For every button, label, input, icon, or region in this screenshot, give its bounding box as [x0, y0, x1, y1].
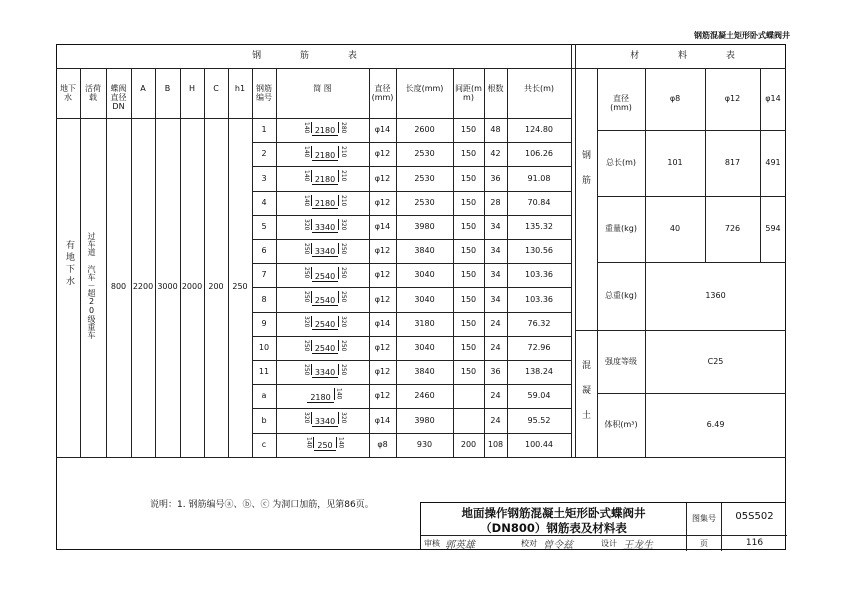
grid-line [597, 130, 786, 131]
bar-spacing: 150 [460, 294, 477, 304]
atlas-number: 05S502 [735, 511, 774, 522]
bar-length: 2460 [414, 391, 435, 401]
sketch-left-hook: 140 [302, 170, 310, 182]
grid-line [252, 408, 571, 409]
bar-diameter: φ8 [377, 439, 388, 449]
total-weight-label: 总重(kg) [605, 291, 637, 300]
grid-line [106, 68, 107, 457]
sketch-main-length: 2540 [312, 320, 338, 330]
bar-spacing: 150 [460, 173, 477, 183]
header-count: 根数 [487, 84, 504, 93]
sketch-left-hook: 320 [302, 412, 310, 424]
sketch-right-hook: 250 [340, 243, 348, 255]
title-line-2: （DN800）钢筋表及材料表 [480, 521, 627, 535]
grid-line [252, 384, 571, 385]
merged-a: 2200 [132, 282, 154, 292]
grid-line [597, 196, 786, 197]
bar-length: 3040 [414, 270, 435, 280]
grid-line [252, 118, 571, 119]
bar-length: 3980 [414, 415, 435, 425]
bar-total-length: 135.32 [525, 221, 553, 231]
bar-spacing: 150 [460, 125, 477, 135]
total-weight-value: 1360 [705, 291, 726, 300]
bar-number: a [261, 391, 267, 401]
sketch-left-hook: 140 [305, 436, 313, 449]
bar-spacing: 150 [460, 270, 477, 280]
sketch-right-hook: 250 [340, 339, 348, 352]
title-block [420, 502, 786, 550]
bar-number: 9 [261, 318, 267, 328]
bar-total-length: 138.24 [525, 367, 553, 377]
bar-diameter: φ12 [374, 270, 391, 280]
bar-total-length: 103.36 [525, 294, 553, 304]
grid-line [252, 239, 571, 240]
reviewer-signature: 郭英雄 [445, 540, 475, 551]
sketch-left-hook: 250 [302, 267, 310, 279]
diameter-label: 直径(mm) [610, 94, 632, 113]
sketch-left-hook: 140 [302, 194, 310, 207]
bar-length: 3180 [414, 318, 435, 328]
header-length: 长度(mm) [405, 84, 444, 93]
sketch-right-hook: 320 [340, 412, 348, 424]
grid-line [575, 44, 576, 457]
weight-value: 726 [724, 224, 741, 233]
header-c: C [213, 84, 219, 93]
grid-line [180, 68, 181, 457]
rebar-sketch [290, 316, 360, 330]
bar-total-length: 124.80 [525, 125, 553, 135]
grid-line [252, 336, 571, 337]
header-diameter: 直径(mm) [371, 84, 394, 103]
rebar-sketch [290, 340, 360, 354]
grid-line [597, 262, 786, 263]
bar-count: 28 [490, 197, 501, 207]
sketch-main-length: 2180 [312, 175, 338, 185]
bar-diameter: φ12 [374, 367, 391, 377]
page-label: 页 [700, 539, 708, 548]
bar-diameter: φ12 [374, 246, 391, 256]
bar-length: 930 [416, 439, 433, 449]
header-live-load: 活荷载 [85, 84, 101, 103]
diameter-value: φ12 [724, 94, 741, 103]
bar-spacing: 150 [460, 149, 477, 159]
header-groundwater: 地下水 [60, 84, 76, 103]
bar-count: 24 [490, 318, 501, 328]
sketch-right-hook: 210 [340, 194, 348, 207]
sketch-right-hook: 250 [340, 291, 348, 303]
rebar-sketch [290, 219, 360, 233]
sketch-right-hook: 280 [340, 122, 348, 134]
strength-label: 强度等级 [605, 356, 637, 366]
header-h1: h1 [234, 84, 246, 93]
bar-length: 2530 [414, 173, 435, 183]
header-spacing: 间距(mm) [455, 84, 482, 103]
bar-length: 2530 [414, 197, 435, 207]
sketch-left-hook: 140 [302, 146, 310, 158]
bar-count: 24 [490, 415, 501, 425]
note-text: 说明：1. 钢筋编号ⓐ、ⓑ、ⓒ 为洞口加筋，见第86页。 [150, 500, 374, 510]
bar-count: 36 [490, 173, 501, 183]
total-length-label: 总长(m) [605, 158, 637, 167]
bar-diameter: φ14 [374, 221, 391, 231]
bar-total-length: 130.56 [525, 246, 553, 256]
grid-line [252, 142, 571, 143]
bar-number: 5 [261, 221, 267, 231]
sketch-left-hook: 140 [302, 122, 310, 134]
bar-spacing: 150 [460, 342, 477, 352]
diameter-value: φ8 [669, 94, 681, 103]
sketch-main-length: 2540 [312, 272, 338, 282]
groundwater-value: 有地下水 [64, 240, 74, 288]
review-label: 审核 [424, 539, 440, 548]
bar-diameter: φ14 [374, 318, 391, 328]
bar-count: 34 [490, 270, 501, 280]
title-line-1: 地面操作钢筋混凝土矩形卧式蝶阀井 [461, 506, 646, 520]
grid-line [597, 330, 786, 331]
grid-line [571, 44, 572, 457]
bar-spacing: 200 [460, 439, 477, 449]
merged-h1: 250 [232, 282, 248, 292]
sketch-left-hook: 250 [302, 291, 310, 303]
sketch-main-length: 2180 [312, 126, 338, 136]
sketch-main-length: 3340 [312, 368, 338, 378]
merged-c: 200 [208, 282, 224, 292]
bar-spacing: 150 [460, 367, 477, 377]
grid-line [56, 68, 786, 69]
bar-number: 8 [261, 294, 267, 304]
merged-h: 2000 [181, 282, 203, 292]
merged-b: 3000 [157, 282, 178, 292]
rebar-sketch [290, 388, 360, 402]
bar-count: 24 [490, 342, 501, 352]
rebar-sketch [290, 412, 360, 426]
total-length-value: 101 [667, 158, 683, 167]
rebar-sketch [290, 267, 360, 281]
bar-diameter: φ14 [374, 415, 391, 425]
concrete-label: 混 凝 土 [580, 360, 590, 422]
grid-line [252, 287, 571, 288]
rebar-sketch [290, 243, 360, 257]
header-h: H [188, 84, 195, 93]
grid-line [204, 68, 205, 457]
sketch-right-hook: 250 [340, 364, 348, 376]
material-table-title: 材 料 表 [630, 51, 753, 61]
merged-valve-dn: 800 [110, 282, 127, 292]
bar-number: 7 [261, 270, 267, 280]
total-length-value: 817 [724, 158, 741, 167]
grid-line [252, 215, 571, 216]
sketch-main-length: 3340 [312, 417, 338, 427]
grid-line [252, 360, 571, 361]
live-load-value: 过车道 汽车－超20级重车 [87, 232, 96, 339]
bar-number: 11 [258, 367, 270, 377]
rebar-table-title: 钢 筋 表 [252, 51, 375, 61]
grid-line [228, 68, 229, 457]
bar-length: 2530 [414, 149, 435, 159]
design-label: 设计 [601, 539, 617, 548]
bar-total-length: 59.04 [527, 391, 551, 401]
bar-total-length: 103.36 [525, 270, 553, 280]
bar-count: 34 [490, 221, 501, 231]
bar-number: c [261, 439, 267, 449]
check-label: 校对 [521, 539, 537, 548]
sketch-main-length: 2540 [312, 296, 338, 306]
header-total: 共长(m) [523, 84, 555, 93]
strength-value: C25 [707, 356, 724, 366]
grid-line [56, 118, 252, 119]
sketch-right-hook: 210 [340, 146, 348, 158]
bar-total-length: 100.44 [525, 439, 553, 449]
sketch-right-hook: 140 [335, 388, 343, 400]
rebar-sketch [290, 364, 360, 378]
bar-number: 6 [261, 246, 267, 256]
sketch-right-hook: 140 [337, 436, 345, 449]
sketch-main-length: 250 [314, 441, 335, 451]
bar-total-length: 106.26 [525, 149, 553, 159]
sketch-left-hook: 250 [302, 339, 310, 352]
volume-value: 6.49 [706, 419, 725, 429]
header-bar-no: 钢筋编号 [256, 84, 272, 103]
rebar-sketch [290, 146, 360, 160]
rebar-sketch [290, 122, 360, 136]
bar-spacing: 150 [460, 318, 477, 328]
grid-line [252, 433, 571, 434]
page-number: 116 [745, 538, 764, 548]
header-a: A [140, 84, 146, 93]
sketch-right-hook: 320 [340, 315, 348, 328]
bar-total-length: 76.32 [527, 318, 551, 328]
weight-label: 重量(kg) [605, 224, 637, 233]
bar-length: 3840 [414, 367, 435, 377]
volume-label: 体积(m³) [604, 419, 638, 429]
bar-number: 10 [258, 342, 270, 352]
bar-number: 1 [261, 125, 267, 135]
bar-count: 24 [490, 391, 501, 401]
grid-line [575, 330, 597, 331]
weight-value: 40 [669, 224, 681, 233]
bar-length: 3840 [414, 246, 435, 256]
sketch-main-length: 2180 [312, 199, 338, 209]
header-b: B [164, 84, 171, 93]
sketch-right-hook: 250 [340, 267, 348, 279]
rebar-sketch [290, 195, 360, 209]
sketch-left-hook: 250 [302, 243, 310, 255]
rebar-sketch [290, 170, 360, 184]
bar-diameter: φ12 [374, 173, 391, 183]
header-sketch: 简 图 [313, 84, 332, 93]
sketch-main-length: 3340 [312, 247, 338, 257]
header-valve-dn: 蝶阀直径DN [110, 84, 127, 112]
bar-total-length: 72.96 [527, 342, 551, 352]
bar-length: 3040 [414, 294, 435, 304]
bar-count: 48 [490, 125, 501, 135]
bar-total-length: 91.08 [527, 173, 551, 183]
bar-spacing: 150 [460, 221, 477, 231]
bar-number: b [261, 415, 267, 425]
bar-number: 3 [261, 173, 267, 183]
checker-signature: 曾令兹 [543, 540, 573, 551]
rebar-sketch [290, 291, 360, 305]
bar-length: 2600 [414, 125, 435, 135]
bar-length: 3040 [414, 342, 435, 352]
bar-total-length: 95.52 [527, 415, 551, 425]
diameter-value: φ14 [765, 94, 781, 103]
bar-count: 34 [490, 294, 501, 304]
sketch-right-hook: 320 [340, 218, 348, 231]
grid-line [155, 68, 156, 457]
bar-count: 36 [490, 367, 501, 377]
bar-diameter: φ14 [374, 125, 391, 135]
grid-line [252, 166, 571, 167]
bar-spacing: 150 [460, 246, 477, 256]
bar-count: 42 [490, 149, 501, 159]
sketch-main-length: 2180 [312, 151, 338, 161]
grid-line [597, 393, 786, 394]
atlas-label: 图集号 [692, 514, 716, 523]
sketch-right-hook: 210 [340, 170, 348, 182]
bar-diameter: φ12 [374, 342, 391, 352]
header-strip: 钢筋混凝土矩形卧式蝶阀井 [694, 31, 790, 40]
bar-diameter: φ12 [374, 294, 391, 304]
grid-line [252, 312, 571, 313]
sketch-main-length: 2180 [307, 393, 333, 403]
grid-line [252, 191, 571, 192]
bar-length: 3980 [414, 221, 435, 231]
grid-line [252, 263, 571, 264]
bar-diameter: φ12 [374, 391, 391, 401]
bar-number: 2 [261, 149, 267, 159]
rebar-sketch [290, 437, 360, 451]
sketch-left-hook: 320 [302, 315, 310, 328]
bar-count: 34 [490, 246, 501, 256]
total-length-value: 491 [765, 158, 781, 167]
bar-total-length: 70.84 [527, 197, 551, 207]
grid-line [80, 68, 81, 457]
weight-value: 594 [765, 224, 781, 233]
bar-spacing: 150 [460, 197, 477, 207]
sketch-main-length: 2540 [312, 344, 338, 354]
grid-line [131, 68, 132, 457]
bar-diameter: φ12 [374, 197, 391, 207]
sketch-left-hook: 250 [302, 364, 310, 376]
sketch-main-length: 3340 [312, 223, 338, 233]
steel-label: 钢 筋 [580, 150, 590, 187]
designer-signature: 王龙生 [623, 540, 653, 551]
grid-line [56, 457, 786, 458]
bar-diameter: φ12 [374, 149, 391, 159]
bar-number: 4 [261, 197, 267, 207]
bar-count: 108 [487, 439, 504, 449]
sketch-left-hook: 320 [302, 218, 310, 231]
